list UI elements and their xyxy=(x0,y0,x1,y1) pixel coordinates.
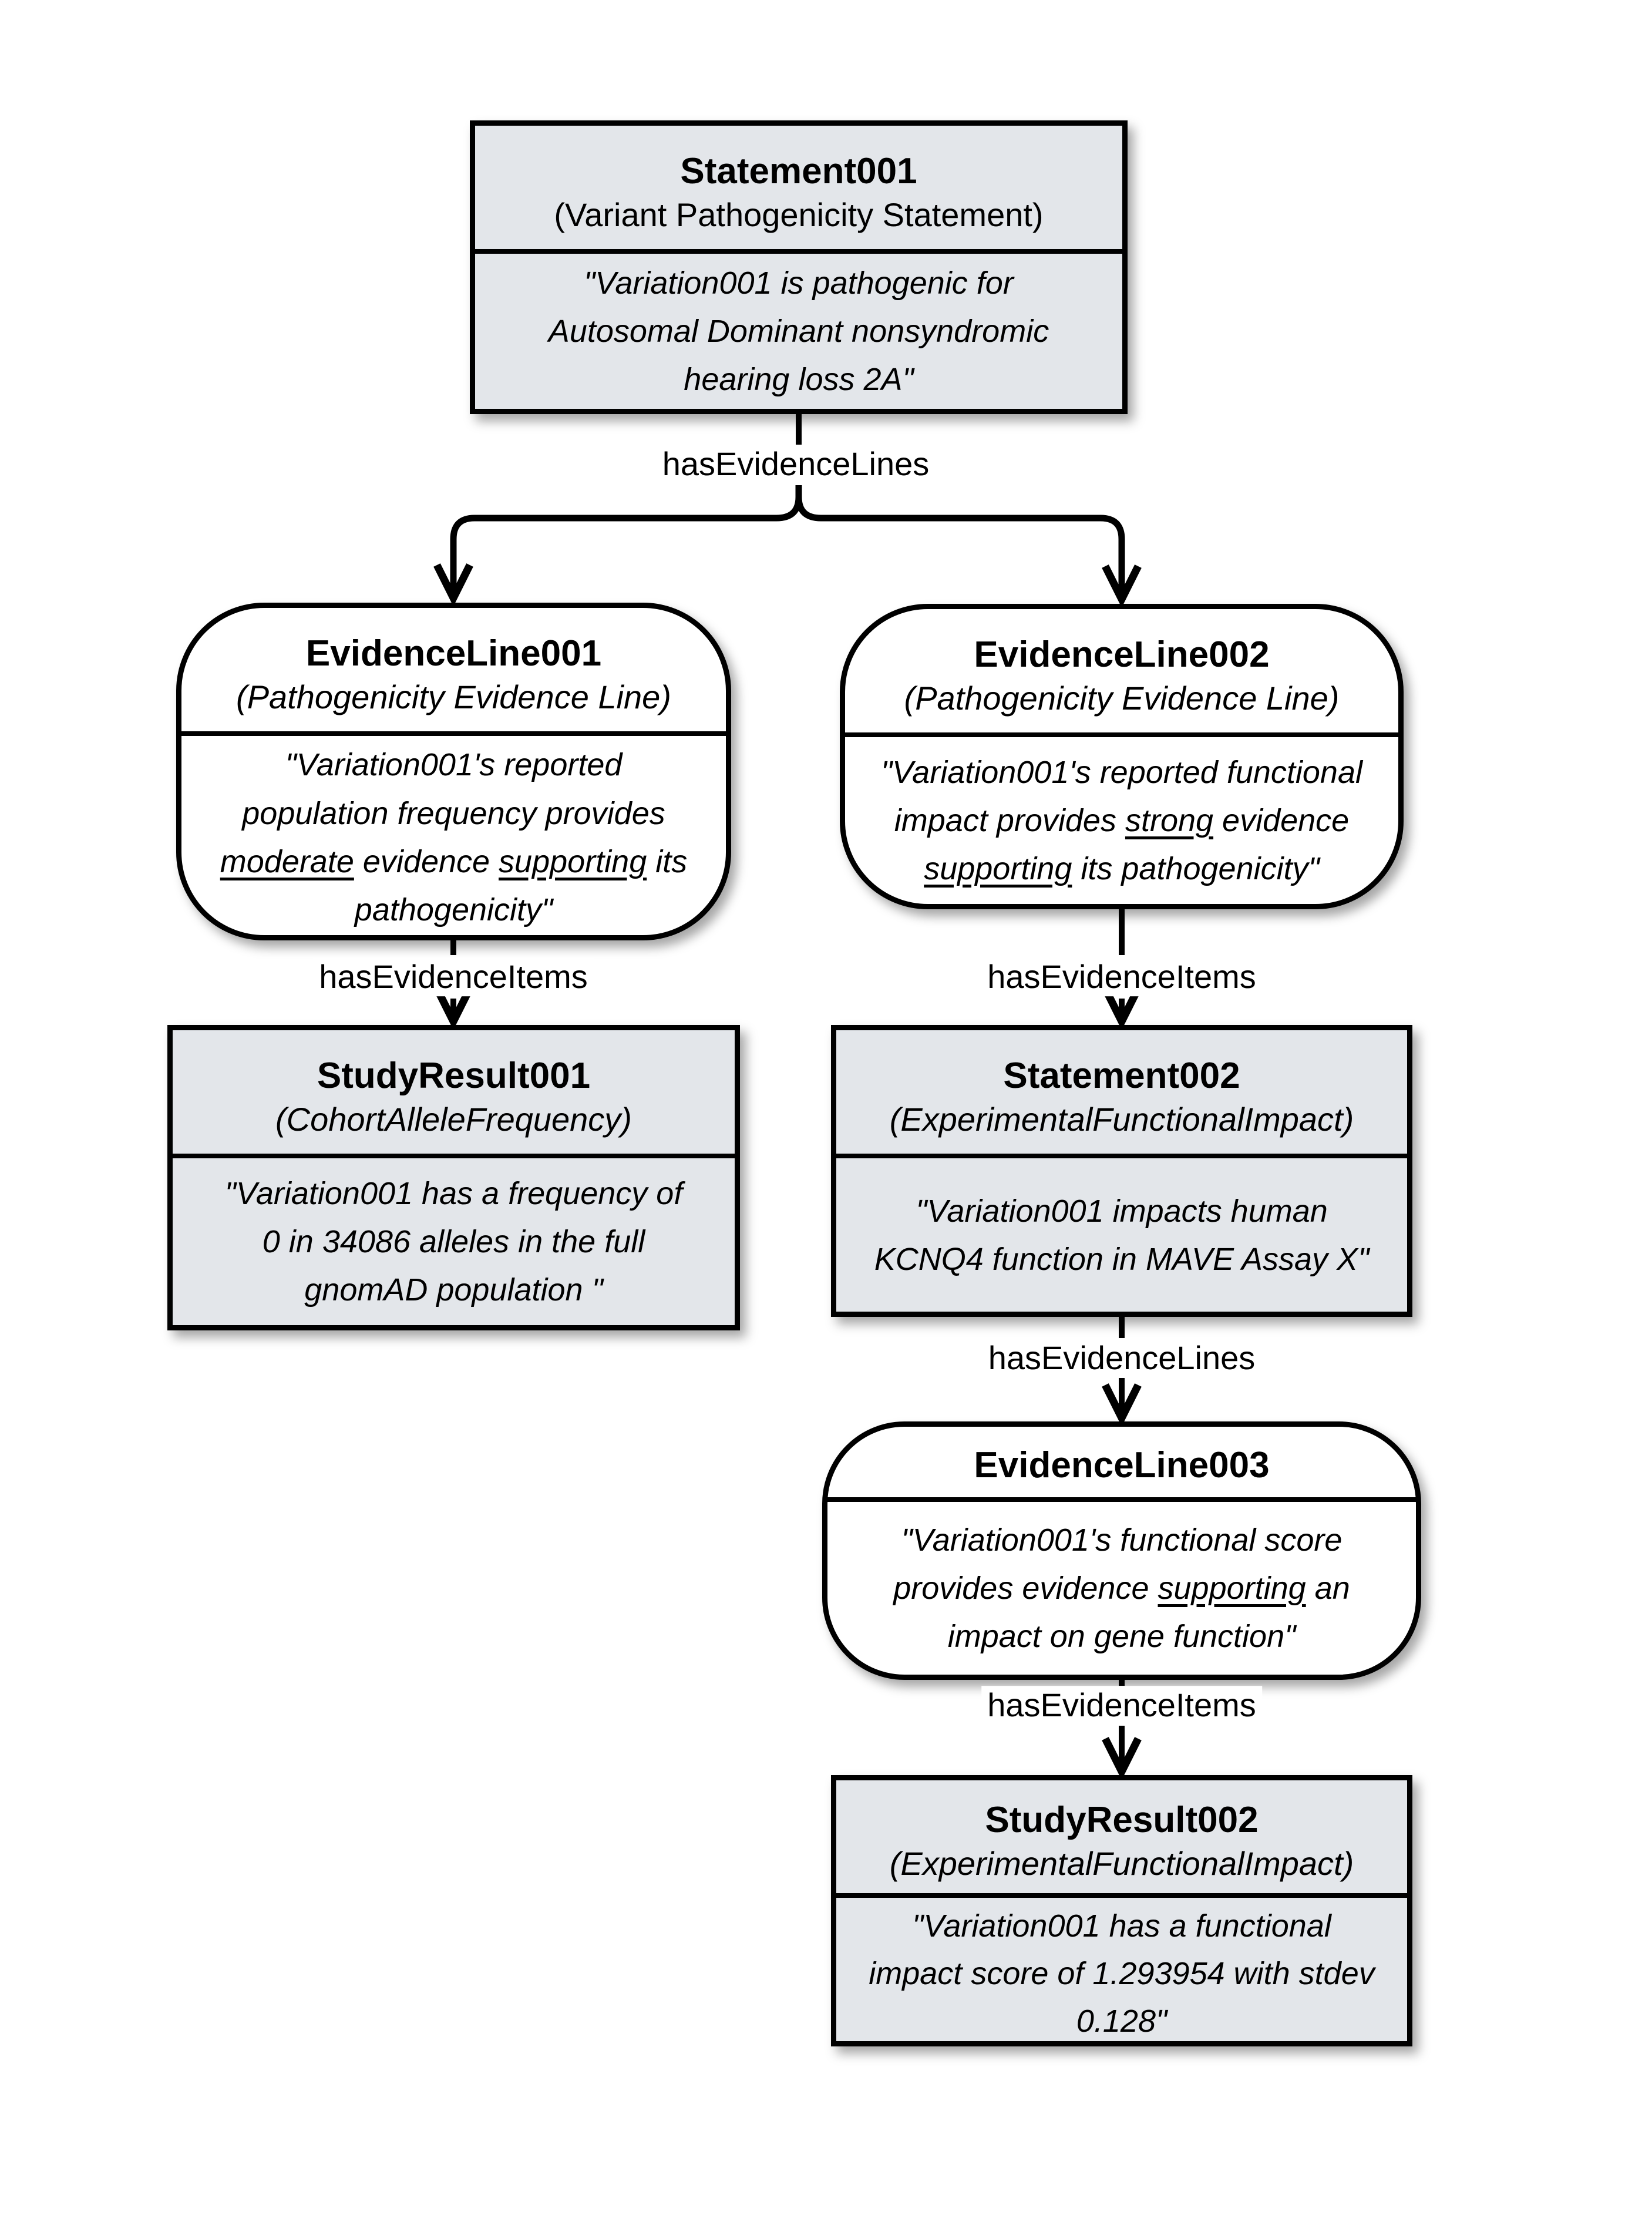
node-evidenceline003-header xyxy=(827,1427,1416,1497)
edge-label-hasevidenceitems-left: hasEvidenceItems xyxy=(313,957,594,996)
node-subtitle: (ExperimentalFunctionalImpact) xyxy=(889,1100,1354,1138)
node-evidenceline002-header xyxy=(845,609,1398,732)
node-evidenceline001-body: "Variation001's reported population frequency provides moderate evidence supporting its pathogenicity" xyxy=(181,731,726,938)
node-subtitle: (ExperimentalFunctionalImpact) xyxy=(889,1844,1354,1882)
node-statement001 xyxy=(470,120,1128,414)
connector-branch-right xyxy=(799,485,1122,594)
node-studyresult001 xyxy=(167,1025,740,1330)
node-studyresult002 xyxy=(831,1775,1412,2046)
node-statement001-header xyxy=(475,126,1122,249)
node-title: Statement001 xyxy=(680,151,917,191)
node-title: StudyResult002 xyxy=(985,1800,1259,1840)
node-studyresult002-body: "Variation001 has a functional impact score of 1.293954 with stdev 0.128" xyxy=(836,1893,1407,2050)
node-evidenceline001 xyxy=(176,603,731,940)
edge-label-hasevidenceitems-bottom: hasEvidenceItems xyxy=(981,1686,1262,1725)
node-evidenceline002-body: "Variation001's reported functional impact provides strong evidence supporting its pathogenicity" xyxy=(845,732,1398,904)
node-title: StudyResult001 xyxy=(317,1056,591,1096)
node-subtitle: (Variant Pathogenicity Statement) xyxy=(554,196,1044,233)
node-evidenceline003 xyxy=(822,1421,1421,1680)
node-subtitle: (Pathogenicity Evidence Line) xyxy=(904,679,1340,717)
node-title: EvidenceLine003 xyxy=(974,1445,1270,1485)
node-studyresult001-header xyxy=(173,1030,735,1154)
node-evidenceline002 xyxy=(840,604,1404,909)
node-title: EvidenceLine001 xyxy=(305,633,602,674)
node-evidenceline003-body: "Variation001's functional score provides evidence supporting an impact on gene function" xyxy=(827,1497,1416,1675)
node-subtitle: (CohortAlleleFrequency) xyxy=(275,1100,632,1138)
node-evidenceline001-header xyxy=(181,608,726,731)
node-statement002-header xyxy=(836,1030,1407,1154)
node-title: EvidenceLine002 xyxy=(974,634,1270,675)
node-statement001-body: "Variation001 is pathogenic for Autosomal Dominant nonsyndromic hearing loss 2A" xyxy=(475,249,1122,409)
edge-label-hasevidencelines-1: hasEvidenceLines xyxy=(657,445,936,483)
node-statement002-body: "Variation001 impacts human KCNQ4 function in MAVE Assay X" xyxy=(836,1154,1407,1312)
node-studyresult002-header xyxy=(836,1780,1407,1893)
connector-branch-left xyxy=(453,485,799,593)
edge-label-hasevidencelines-2: hasEvidenceLines xyxy=(983,1339,1261,1377)
node-statement002 xyxy=(831,1025,1412,1317)
node-studyresult001-body: "Variation001 has a frequency of 0 in 34086 alleles in the full gnomAD population " xyxy=(173,1154,735,1325)
node-title: Statement002 xyxy=(1003,1056,1240,1096)
edge-label-hasevidenceitems-right: hasEvidenceItems xyxy=(981,957,1262,996)
node-subtitle: (Pathogenicity Evidence Line) xyxy=(236,678,671,715)
